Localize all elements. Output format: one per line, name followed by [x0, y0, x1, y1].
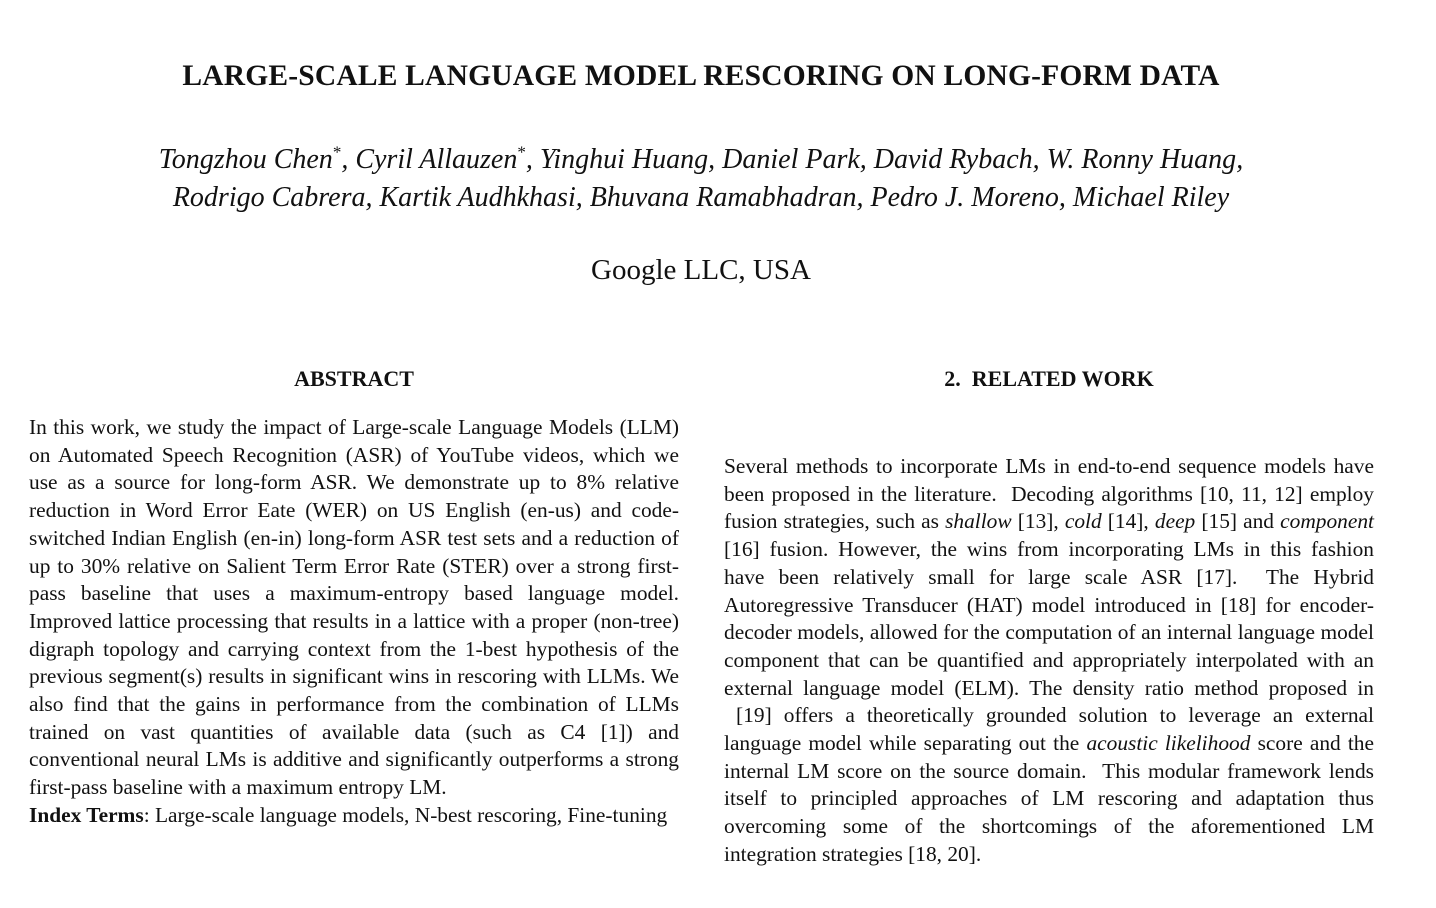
index-terms-label: Index Terms — [29, 802, 144, 827]
italic-term: cold — [1064, 509, 1102, 534]
related-work-heading: 2. RELATED WORK — [944, 366, 1154, 391]
text-run: [14], — [1101, 509, 1155, 534]
affiliation: Google LLC, USA — [591, 254, 811, 286]
left-column — [29, 364, 679, 830]
abstract-text: In this work, we study the impact of Large-scale Language Models (LLM) on Automated Speech Recognition (ASR) of YouTube videos, which we use as a source for long-form ASR. We demonstrate up to 8% relative reduction in Word Error Eate (WER) on US English (en-us) and code-switched Indian English (en-in) long-form ASR test sets and a reduction of up to 30% relative on Salient Term Error Rate (STER) over a strong first-pass baseline that uses a maximum-entropy based language model. Improved lattice processing that results in a lattice with a proper (non-tree) digraph topology and carrying context from the 1-best hypothesis of the previous segment(s) results in significant wins in rescoring with LLMs. We also find that the gains in performance from the combination of LLMs trained on vast quantities of available data (such as C4 [1]) and conventional neural LMs is additive and significantly outperforms a strong first-pass baseline with a maximum entropy LM. — [29, 415, 679, 800]
author-name: Daniel Park — [722, 144, 860, 175]
related-work-text — [724, 453, 1374, 869]
text-run: [13], — [1011, 509, 1065, 534]
author-footnote-mark: * — [517, 142, 526, 162]
index-terms-text: : Large-scale language models, N-best rescoring, Fine-tuning — [143, 802, 668, 827]
author-name: David Rybach — [873, 144, 1033, 175]
italic-term: component — [1280, 509, 1374, 534]
text-run: [15] and — [1195, 509, 1281, 534]
paper-title: LARGE-SCALE LANGUAGE MODEL RESCORING ON LONG-FORM DATA — [182, 60, 1220, 92]
index-terms — [29, 802, 679, 830]
author-name: Cyril Allauzen — [355, 144, 518, 175]
author-line-1: Tongzhou Chen*, Cyril Allauzen*, Yinghui Huang, Daniel Park, David Rybach, W. Ronny Huang, — [158, 142, 1244, 175]
text-run: [16] fusion. However, the wins from incorporating LMs in this fashion have been relatively small for large scale ASR [17]. The Hybrid Autoregressive Transducer (HAT) model introduced in [18] for encoder-decoder models, allowed for the computation of an internal language model component that can be quantified and appropriately interpolated with an external language model (ELM). The density ratio method proposed in [19] offers a theoretically grounded solution to leverage an external language model while separating out the — [724, 537, 1374, 756]
text-run: Several methods to incorporate LMs in end-to-end sequence models have been proposed in the literature. Decoding algorithms [10, 11, 12] employ fusion strategies, such as — [724, 454, 1374, 534]
author-name: W. Ronny Huang — [1046, 144, 1237, 175]
text-run: score and the internal LM score on the source domain. This modular framework lends itself to principled approaches of LM rescoring and adaptation thus overcoming some of the shortcomings of the aforementioned LM integration strategies [18, 20]. — [724, 731, 1374, 866]
author-line-2: Rodrigo Cabrera, Kartik Audhkhasi, Bhuvana Ramabhadran, Pedro J. Moreno, Michael Riley — [172, 182, 1230, 213]
abstract-heading: ABSTRACT — [294, 366, 414, 391]
author-list — [0, 141, 1402, 217]
italic-term: acoustic likelihood — [1086, 731, 1251, 756]
right-column — [724, 364, 1374, 869]
author-name: Tongzhou Chen — [158, 144, 333, 175]
italic-term: deep — [1154, 509, 1196, 534]
author-name: Yinghui Huang — [539, 144, 709, 175]
italic-term: shallow — [945, 509, 1012, 534]
author-footnote-mark: * — [332, 142, 342, 162]
